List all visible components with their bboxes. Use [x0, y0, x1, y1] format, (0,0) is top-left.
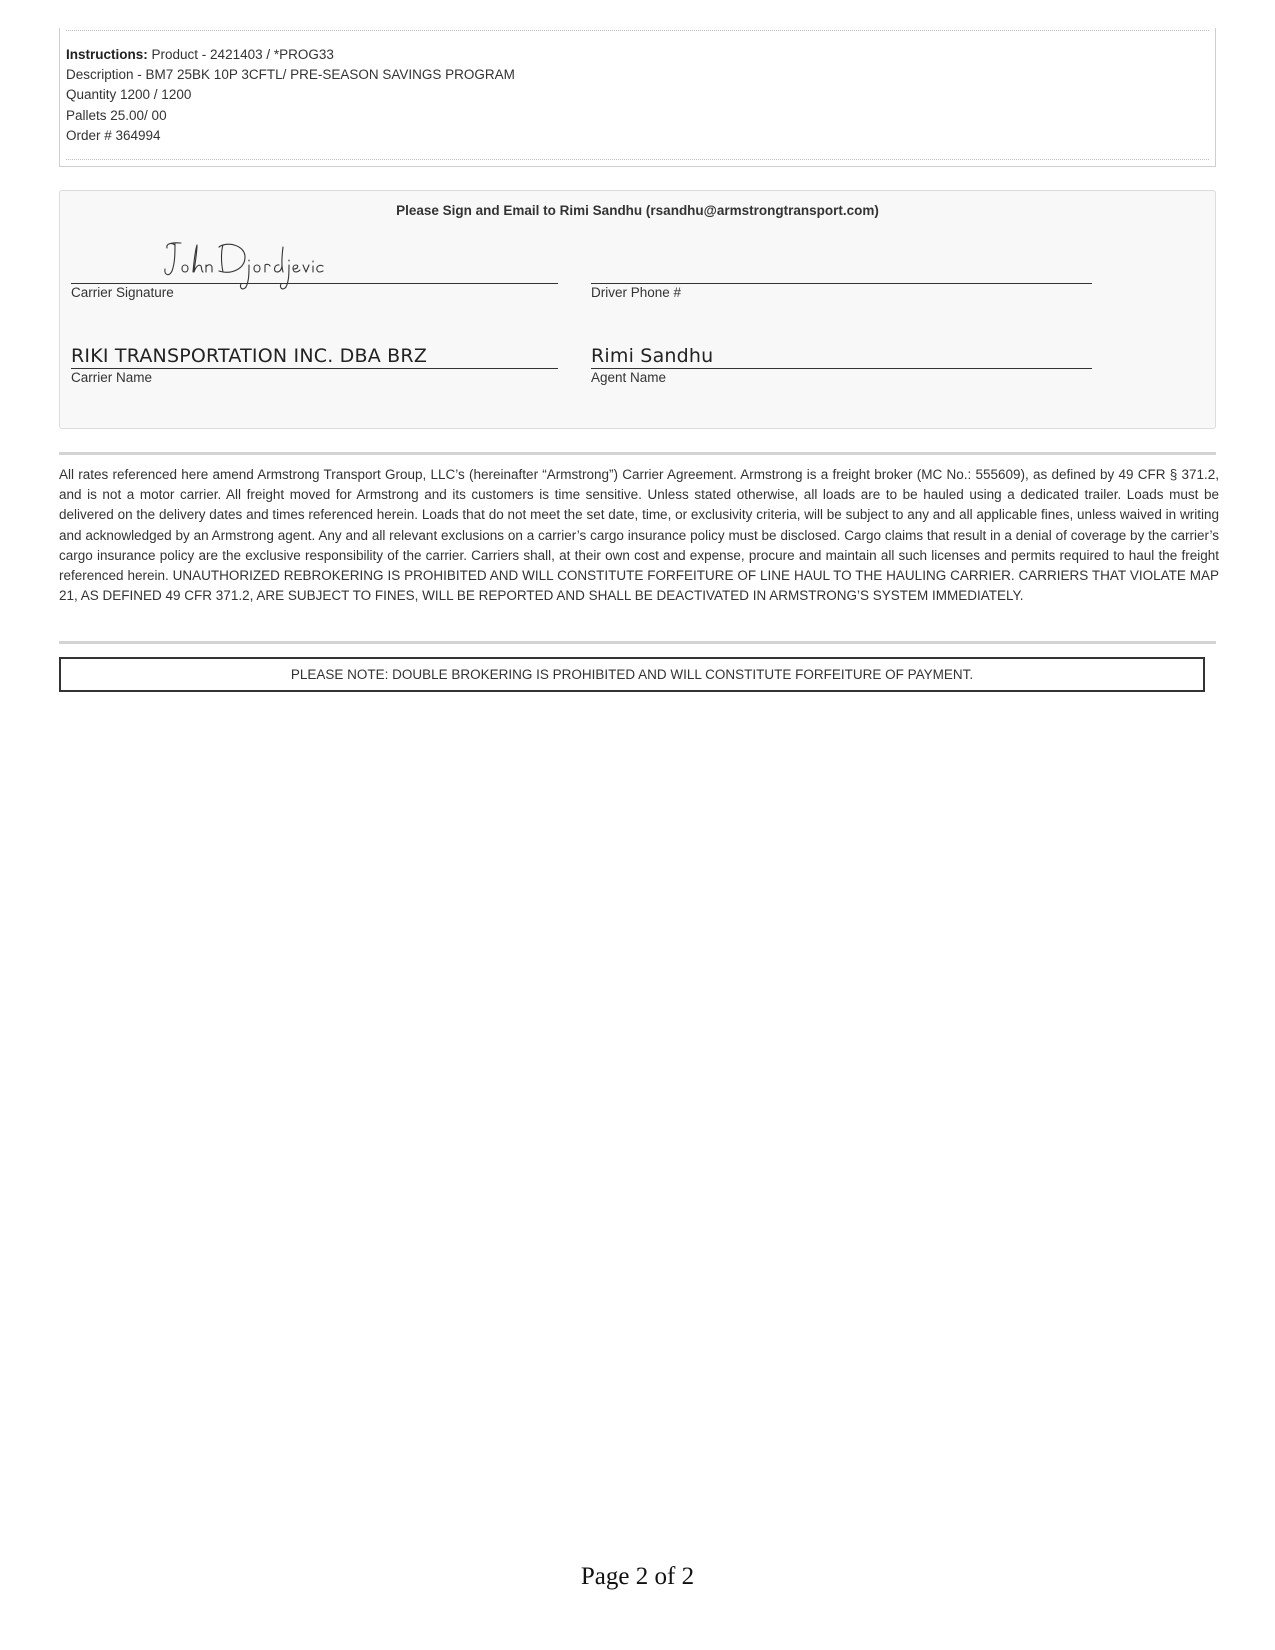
terms-paragraph: All rates referenced here amend Armstrong Transport Group, LLC’s (hereinafter “Armstrong”) Carrier Agreement. Armstrong is a freight broker (MC No.: 555609), as defined by 49 CFR § 371.2, and is not a motor carrier. All freight moved for Armstrong and its customers is time sensitive. Unless stated otherwise, all loads are to be hauled using a dedicated trailer. Loads must be delivered on the delivery dates and times referenced herein. Loads that do not meet the set date, time, or exclusivity criteria, will be subject to any and all applicable fines, unless waived in writing and acknowledged by an Armstrong agent. Any and all relevant exclusions on a carrier’s cargo insurance policy must be disclosed. Cargo claims that result in a denial of coverage by the carrier’s cargo insurance policy are the exclusive responsibility of the carrier. Carriers shall, at their own cost and expense, procure and maintain all such licenses and permits required to haul the freight referenced herein. UNAUTHORIZED REBROKERING IS PROHIBITED AND WILL CONSTITUTE FORFEITURE OF LINE HAUL TO THE HAULING CARRIER. CARRIERS THAT VIOLATE MAP 21, AS DEFINED 49 CFR 371.2, ARE SUBJECT TO FINES, WILL BE REPORTED AND SHALL BE DEACTIVATED IN ARMSTRONG’S SYSTEM IMMEDIATELY. [59, 467, 1219, 604]
carrier-signature-line [71, 231, 558, 284]
instructions-label: Instructions: [66, 47, 148, 62]
instructions-product: Product - 2421403 / *PROG33 [151, 47, 334, 62]
carrier-signature-image [157, 231, 327, 291]
sign-section [59, 190, 1216, 429]
dotted-divider-bottom [66, 159, 1209, 160]
page-number: Page 2 of 2 [580, 1563, 695, 1590]
carrier-name-field[interactable] [71, 333, 558, 385]
terms-divider-top [59, 452, 1216, 455]
carrier-signature-label: Carrier Signature [71, 285, 174, 300]
agent-name-field[interactable] [591, 333, 1092, 385]
agent-name-line [591, 333, 1092, 369]
carrier-name-label: Carrier Name [71, 370, 153, 385]
instructions-pallets: Pallets 25.00/ 00 [66, 107, 167, 123]
note-text: PLEASE NOTE: DOUBLE BROKERING IS PROHIBITED AND WILL CONSTITUTE FORFEITURE OF PAYMENT. [290, 667, 974, 682]
double-brokering-note [59, 657, 1205, 692]
carrier-name-value: RIKI TRANSPORTATION INC. DBA BRZ [71, 345, 428, 367]
carrier-signature-field[interactable] [71, 231, 558, 300]
agent-name-value: Rimi Sandhu [591, 345, 714, 367]
sign-header: Please Sign and Email to Rimi Sandhu (rsandhu@armstrongtransport.com) [396, 203, 879, 218]
dotted-divider-top [66, 30, 1209, 31]
instructions-order: Order # 364994 [66, 127, 161, 143]
carrier-name-line [71, 333, 558, 369]
driver-phone-line [591, 231, 1092, 284]
instructions-lines [66, 45, 515, 146]
terms-divider-bottom [59, 641, 1216, 644]
driver-phone-label: Driver Phone # [591, 285, 682, 300]
instructions-product-line [66, 45, 515, 65]
instructions-description: Description - BM7 25BK 10P 3CFTL/ PRE-SEASON SAVINGS PROGRAM [66, 67, 515, 83]
instructions-box [59, 28, 1216, 167]
driver-phone-field[interactable] [591, 231, 1092, 300]
instructions-quantity: Quantity 1200 / 1200 [66, 87, 192, 103]
agent-name-label: Agent Name [591, 370, 667, 385]
